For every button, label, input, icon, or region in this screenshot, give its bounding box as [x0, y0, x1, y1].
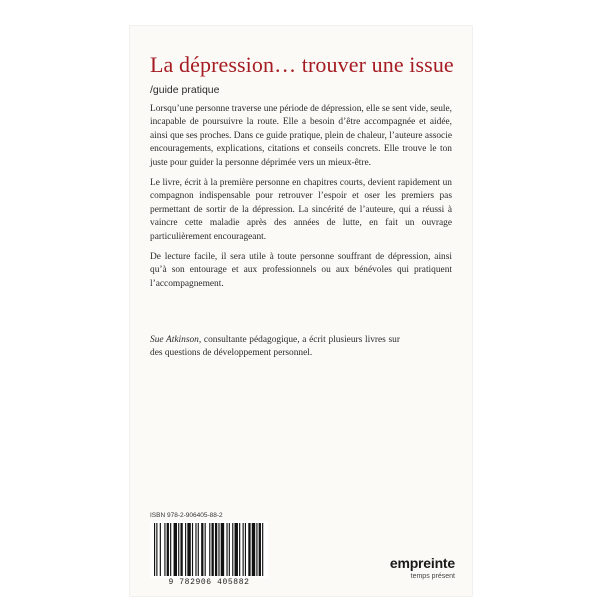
barcode-bar: [218, 523, 219, 576]
barcode-bar: [170, 523, 171, 576]
barcode-bar: [195, 523, 196, 576]
publisher-logo: [375, 556, 455, 581]
book-title: La dépression… trouver une issue: [150, 52, 454, 77]
barcode-bar: [259, 523, 261, 576]
barcode-bar: [174, 523, 177, 576]
barcode-bar: [187, 523, 190, 576]
description: [150, 103, 452, 298]
barcode-bar: [178, 523, 179, 576]
author-name: Sue Atkinson,: [150, 335, 202, 345]
description-paragraph-1: Lorsqu’une personne traverse une période de dépression, elle se sent vide, seule, incapable de poursuivre la route. Elle a besoin d’être accompagnée et aidée, ainsi que ses proches. Dans ce guide pratique, plein de chaleur, l’auteure associe encouragements, explications, citations et conseils concrets. Elle trouve le ton juste pour guider la personne déprimée vers un mieux-être.: [150, 104, 452, 168]
description-paragraph-2: Le livre, écrit à la première personne en chapitres courts, devient rapidement un compagnon indispensable pour retrouver l’espoir et oser les premiers pas permettant de sortir de la dépression. La sincérité de l’auteure, qui a réussi à vaincre cette maladie après des années de lutte, en fait un ouvrage particulièrement encourageant.: [150, 178, 452, 242]
barcode-bar: [201, 523, 203, 576]
barcode-digits: 9 782906 405882: [168, 578, 250, 587]
barcode-bar: [262, 523, 263, 576]
publisher-name: empreinte: [389, 555, 455, 571]
publisher-tagline: temps présent: [410, 573, 455, 580]
barcode-bar: [215, 523, 217, 576]
barcode-bar: [185, 523, 186, 576]
barcode-bar: [209, 523, 210, 576]
description-paragraph-3: De lecture facile, il sera utile à toute personne souffrant de dépression, ainsi qu’à son entourage et aux professionnels ou aux bénévoles qui pratiquent l’accompagnement.: [150, 252, 452, 289]
book-subtitle: /guide pratique: [150, 84, 220, 96]
barcode-bar: [221, 523, 224, 576]
barcode-bar: [198, 523, 199, 576]
barcode-bar: [239, 523, 240, 576]
barcode-bar: [235, 523, 238, 576]
barcode-bar: [232, 523, 233, 576]
barcode-bar: [226, 523, 227, 576]
author-bio: [150, 334, 400, 361]
barcode-bar: [248, 523, 250, 576]
author-bio-text: consultante pédagogique, a écrit plusieurs livres sur des questions de développement personnel.: [150, 335, 400, 359]
barcode-bar: [252, 523, 255, 576]
barcode-bar: [156, 523, 157, 576]
barcode-bar: [154, 523, 155, 576]
barcode-bar: [243, 523, 244, 576]
barcode-bar: [245, 523, 246, 576]
barcode-image: [150, 521, 268, 578]
barcode-bar: [256, 523, 257, 576]
barcode-bar: [205, 523, 206, 576]
barcode-bar: [180, 523, 182, 576]
barcode-bar: [192, 523, 193, 576]
isbn-label: ISBN 978-2-906405-88-2: [150, 512, 223, 519]
barcode-bar: [164, 523, 165, 576]
barcode-bar: [160, 523, 161, 576]
barcode-bar: [212, 523, 214, 576]
barcode-bar: [167, 523, 169, 576]
barcode-bar: [229, 523, 230, 576]
